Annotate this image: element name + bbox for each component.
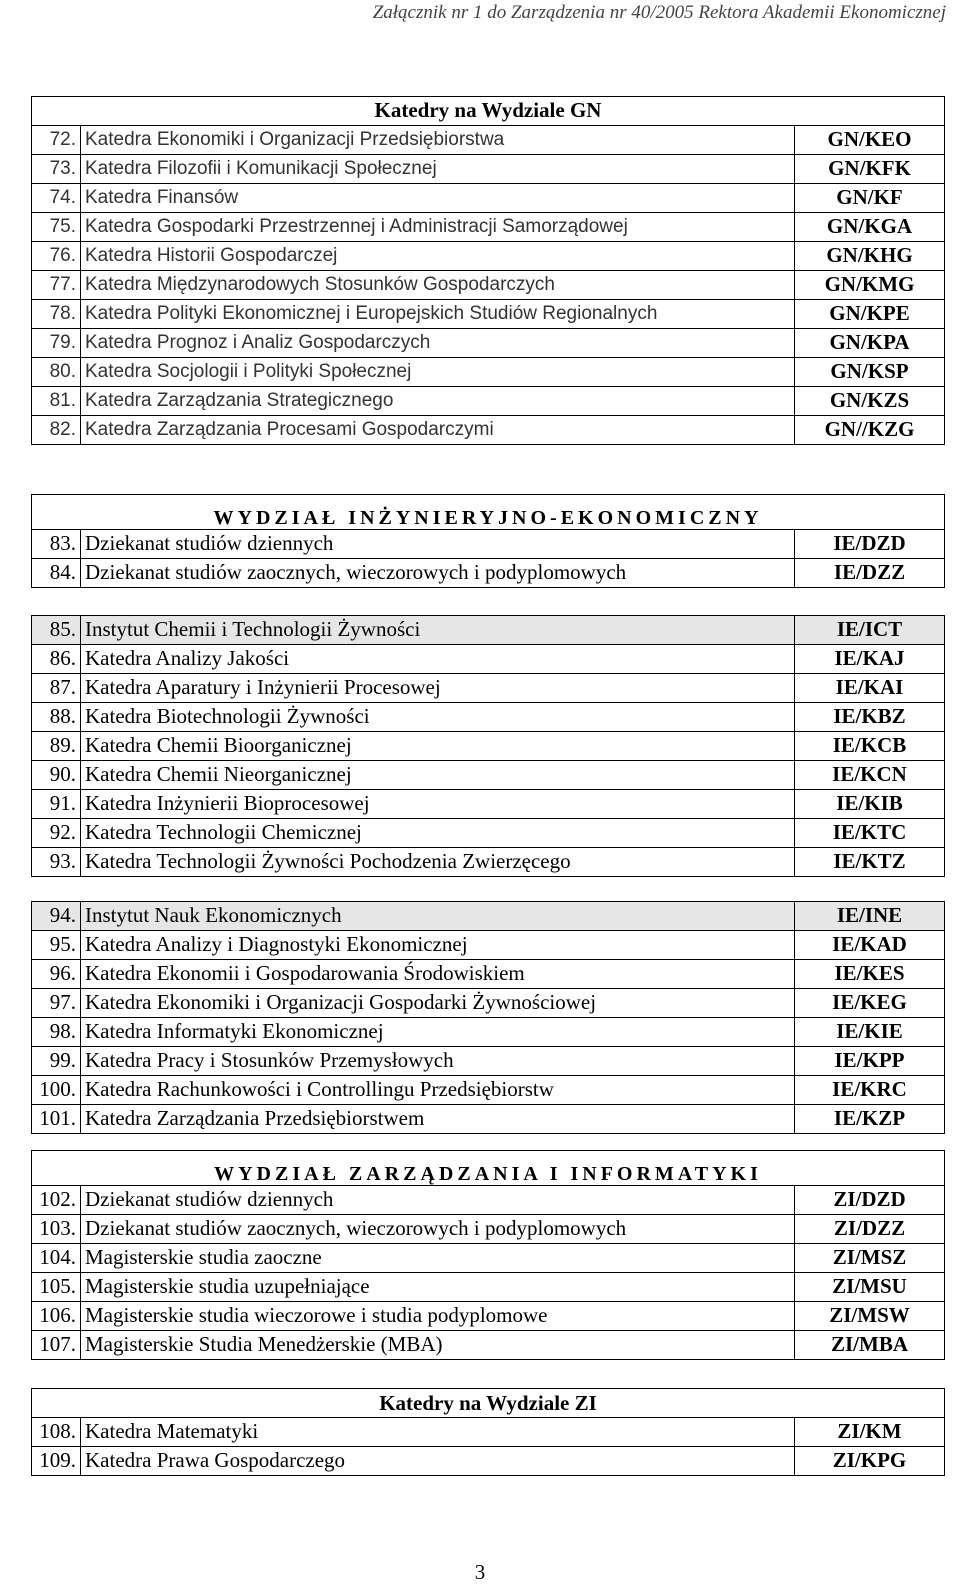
row-number: 74. — [32, 184, 81, 213]
unit-name: Katedra Międzynarodowych Stosunków Gospodarczych — [81, 271, 795, 300]
unit-code: IE/KIE — [795, 1018, 945, 1047]
gn-departments-table — [31, 96, 945, 445]
table-row — [32, 559, 945, 588]
table-row — [32, 1447, 945, 1476]
section-title: WYDZIAŁ ZARZĄDZANIA I INFORMATYKI — [32, 1151, 945, 1186]
ie-chemistry-table — [31, 615, 945, 877]
unit-name: Katedra Chemii Bioorganicznej — [81, 732, 795, 761]
section-title: Katedry na Wydziale GN — [32, 97, 945, 126]
unit-code: IE/DZZ — [795, 559, 945, 588]
unit-code: IE/KEG — [795, 989, 945, 1018]
row-number: 82. — [32, 416, 81, 445]
unit-code: IE/KRC — [795, 1076, 945, 1105]
table-row — [32, 213, 945, 242]
table-row — [32, 645, 945, 674]
unit-name: Katedra Historii Gospodarczej — [81, 242, 795, 271]
table-row — [32, 674, 945, 703]
row-number: 91. — [32, 790, 81, 819]
table-row — [32, 1018, 945, 1047]
table-row — [32, 1244, 945, 1273]
row-number: 108. — [32, 1418, 81, 1447]
table-row — [32, 184, 945, 213]
unit-name: Magisterskie studia wieczorowe i studia podyplomowe — [81, 1302, 795, 1331]
table-row — [32, 155, 945, 184]
ie-economics-table — [31, 901, 945, 1134]
unit-name: Katedra Zarządzania Przedsiębiorstwem — [81, 1105, 795, 1134]
unit-code: IE/KCB — [795, 732, 945, 761]
unit-code: ZI/MSW — [795, 1302, 945, 1331]
unit-code: GN/KFK — [795, 155, 945, 184]
table-row — [32, 732, 945, 761]
table-row — [32, 848, 945, 877]
row-number: 77. — [32, 271, 81, 300]
row-number: 83. — [32, 530, 81, 559]
row-number: 102. — [32, 1186, 81, 1215]
unit-code: ZI/MBA — [795, 1331, 945, 1360]
unit-name: Katedra Matematyki — [81, 1418, 795, 1447]
unit-code: IE/INE — [795, 902, 945, 931]
unit-code: ZI/MSZ — [795, 1244, 945, 1273]
section-title: WYDZIAŁ INŻYNIERYJNO-EKONOMICZNY — [32, 495, 945, 530]
unit-code: IE/ICT — [795, 616, 945, 645]
unit-code: IE/KIB — [795, 790, 945, 819]
row-number: 89. — [32, 732, 81, 761]
table-row — [32, 530, 945, 559]
unit-name: Katedra Polityki Ekonomicznej i Europejskich Studiów Regionalnych — [81, 300, 795, 329]
unit-name: Katedra Informatyki Ekonomicznej — [81, 1018, 795, 1047]
unit-code: IE/KCN — [795, 761, 945, 790]
row-number: 88. — [32, 703, 81, 732]
row-number: 97. — [32, 989, 81, 1018]
row-number: 84. — [32, 559, 81, 588]
row-number: 73. — [32, 155, 81, 184]
unit-code: IE/KES — [795, 960, 945, 989]
row-number: 78. — [32, 300, 81, 329]
unit-name: Dziekanat studiów dziennych — [81, 530, 795, 559]
row-number: 95. — [32, 931, 81, 960]
unit-name: Katedra Inżynierii Bioprocesowej — [81, 790, 795, 819]
unit-name: Katedra Aparatury i Inżynierii Procesowej — [81, 674, 795, 703]
ie-deans-table — [31, 494, 945, 588]
unit-code: IE/KBZ — [795, 703, 945, 732]
unit-name: Katedra Pracy i Stosunków Przemysłowych — [81, 1047, 795, 1076]
table-row — [32, 416, 945, 445]
unit-name: Katedra Analizy i Diagnostyki Ekonomicznej — [81, 931, 795, 960]
table-row — [32, 902, 945, 931]
unit-name: Katedra Rachunkowości i Controllingu Przedsiębiorstw — [81, 1076, 795, 1105]
unit-name: Katedra Prognoz i Analiz Gospodarczych — [81, 329, 795, 358]
row-number: 94. — [32, 902, 81, 931]
unit-name: Katedra Ekonomiki i Organizacji Gospodarki Żywnościowej — [81, 989, 795, 1018]
unit-code: IE/DZD — [795, 530, 945, 559]
row-number: 106. — [32, 1302, 81, 1331]
unit-code: ZI/KM — [795, 1418, 945, 1447]
unit-name: Instytut Nauk Ekonomicznych — [81, 902, 795, 931]
unit-name: Dziekanat studiów dziennych — [81, 1186, 795, 1215]
table-row — [32, 703, 945, 732]
page-header: Załącznik nr 1 do Zarządzenia nr 40/2005 Rektora Akademii Ekonomicznej — [372, 2, 946, 23]
section-title: Katedry na Wydziale ZI — [32, 1389, 945, 1418]
table-row — [32, 1215, 945, 1244]
table-row — [32, 931, 945, 960]
row-number: 85. — [32, 616, 81, 645]
row-number: 90. — [32, 761, 81, 790]
table-row — [32, 1105, 945, 1134]
unit-name: Magisterskie studia zaoczne — [81, 1244, 795, 1273]
table-row — [32, 1047, 945, 1076]
unit-name: Dziekanat studiów zaocznych, wieczorowych i podyplomowych — [81, 559, 795, 588]
unit-code: IE/KAJ — [795, 645, 945, 674]
row-number: 98. — [32, 1018, 81, 1047]
unit-code: GN/KEO — [795, 126, 945, 155]
unit-code: GN/KMG — [795, 271, 945, 300]
table-row — [32, 960, 945, 989]
table-title-row — [32, 1389, 945, 1418]
table-row — [32, 271, 945, 300]
row-number: 75. — [32, 213, 81, 242]
unit-name: Katedra Socjologii i Polityki Społecznej — [81, 358, 795, 387]
unit-code: GN/KPE — [795, 300, 945, 329]
unit-name: Katedra Prawa Gospodarczego — [81, 1447, 795, 1476]
table-row — [32, 329, 945, 358]
unit-code: IE/KTC — [795, 819, 945, 848]
table-row — [32, 819, 945, 848]
unit-code: IE/KZP — [795, 1105, 945, 1134]
table-row — [32, 1418, 945, 1447]
unit-name: Katedra Ekonomiki i Organizacji Przedsiębiorstwa — [81, 126, 795, 155]
unit-name: Katedra Technologii Chemicznej — [81, 819, 795, 848]
unit-name: Magisterskie studia uzupełniające — [81, 1273, 795, 1302]
row-number: 101. — [32, 1105, 81, 1134]
row-number: 79. — [32, 329, 81, 358]
unit-name: Dziekanat studiów zaocznych, wieczorowych i podyplomowych — [81, 1215, 795, 1244]
table-row — [32, 358, 945, 387]
row-number: 104. — [32, 1244, 81, 1273]
zi-departments-table — [31, 1388, 945, 1476]
table-row — [32, 790, 945, 819]
row-number: 92. — [32, 819, 81, 848]
unit-name: Katedra Biotechnologii Żywności — [81, 703, 795, 732]
zi-faculty-table — [31, 1150, 945, 1360]
row-number: 86. — [32, 645, 81, 674]
unit-name: Katedra Zarządzania Strategicznego — [81, 387, 795, 416]
unit-name: Katedra Zarządzania Procesami Gospodarczymi — [81, 416, 795, 445]
unit-code: GN/KHG — [795, 242, 945, 271]
unit-name: Katedra Finansów — [81, 184, 795, 213]
table-row — [32, 616, 945, 645]
unit-code: IE/KTZ — [795, 848, 945, 877]
row-number: 105. — [32, 1273, 81, 1302]
table-row — [32, 1273, 945, 1302]
unit-code: IE/KAD — [795, 931, 945, 960]
unit-code: ZI/DZZ — [795, 1215, 945, 1244]
table-row — [32, 1331, 945, 1360]
unit-code: GN/KZS — [795, 387, 945, 416]
unit-code: GN/KF — [795, 184, 945, 213]
page-number: 3 — [474, 1560, 486, 1584]
unit-name: Katedra Technologii Żywności Pochodzenia Zwierzęcego — [81, 848, 795, 877]
table-row — [32, 1302, 945, 1331]
unit-code: GN//KZG — [795, 416, 945, 445]
table-row — [32, 387, 945, 416]
unit-code: ZI/MSU — [795, 1273, 945, 1302]
table-title-row — [32, 495, 945, 530]
row-number: 100. — [32, 1076, 81, 1105]
table-title-row — [32, 1151, 945, 1186]
row-number: 80. — [32, 358, 81, 387]
unit-name: Instytut Chemii i Technologii Żywności — [81, 616, 795, 645]
table-row — [32, 1076, 945, 1105]
table-row — [32, 300, 945, 329]
unit-name: Katedra Analizy Jakości — [81, 645, 795, 674]
table-row — [32, 1186, 945, 1215]
unit-code: GN/KGA — [795, 213, 945, 242]
unit-code: ZI/DZD — [795, 1186, 945, 1215]
row-number: 93. — [32, 848, 81, 877]
unit-code: GN/KSP — [795, 358, 945, 387]
row-number: 103. — [32, 1215, 81, 1244]
row-number: 96. — [32, 960, 81, 989]
unit-name: Katedra Ekonomii i Gospodarowania Środowiskiem — [81, 960, 795, 989]
row-number: 107. — [32, 1331, 81, 1360]
row-number: 76. — [32, 242, 81, 271]
table-row — [32, 761, 945, 790]
unit-name: Katedra Gospodarki Przestrzennej i Administracji Samorządowej — [81, 213, 795, 242]
unit-code: IE/KPP — [795, 1047, 945, 1076]
unit-name: Katedra Chemii Nieorganicznej — [81, 761, 795, 790]
row-number: 81. — [32, 387, 81, 416]
unit-name: Magisterskie Studia Menedżerskie (MBA) — [81, 1331, 795, 1360]
table-row — [32, 989, 945, 1018]
unit-code: GN/KPA — [795, 329, 945, 358]
row-number: 87. — [32, 674, 81, 703]
row-number: 109. — [32, 1447, 81, 1476]
table-row — [32, 126, 945, 155]
unit-code: IE/KAI — [795, 674, 945, 703]
table-title-row — [32, 97, 945, 126]
row-number: 99. — [32, 1047, 81, 1076]
unit-name: Katedra Filozofii i Komunikacji Społecznej — [81, 155, 795, 184]
table-row — [32, 242, 945, 271]
row-number: 72. — [32, 126, 81, 155]
unit-code: ZI/KPG — [795, 1447, 945, 1476]
